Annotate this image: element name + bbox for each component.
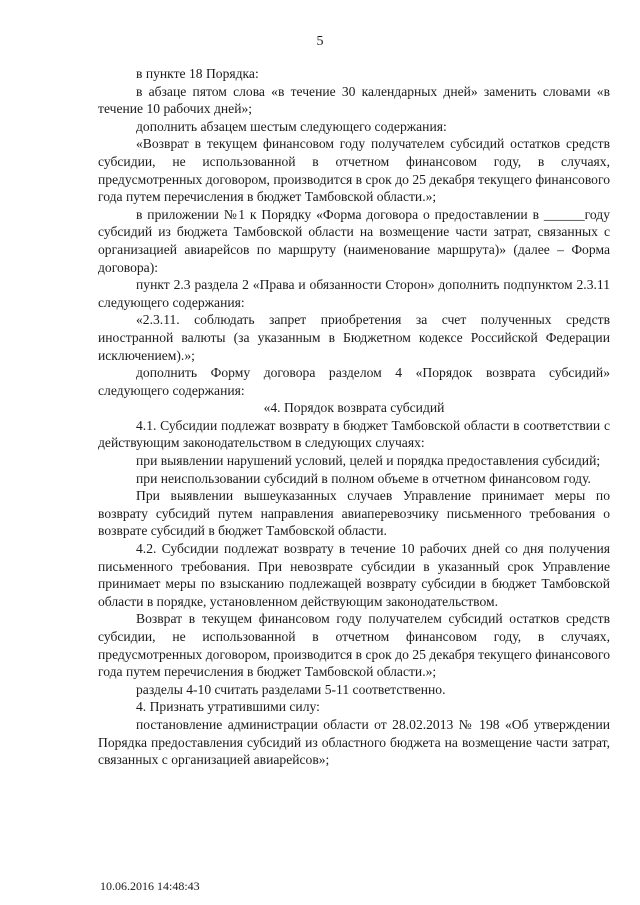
paragraph: 4. Признать утратившими силу:	[136, 699, 320, 715]
document-body	[98, 65, 610, 769]
paragraph: при неиспользовании субсидий в полном объеме в отчетном финансовом году.	[136, 470, 591, 486]
paragraph: постановление администрации области от 28.02.2013 № 198 «Об утверждении Порядка предоставления субсидий из областного бюджета на возмещение части затрат, связанных с организацией авиарейсов»;	[98, 716, 610, 768]
paragraph: «2.3.11. соблюдать запрет приобретения за счет полученных средств иностранной валюты (за указанным в Бюджетном кодексе Российской Федерации исключением).»;	[98, 312, 610, 363]
paragraph: При выявлении вышеуказанных случаев Управление принимает меры по возврату субсидий путем направления авиаперевозчику письменного требования о возврате субсидий в бюджет Тамбовской области.	[98, 488, 610, 539]
paragraph: «Возврат в текущем финансовом году получателем субсидий остатков средств субсидии, не использованной в отчетном финансовом году, в случаях, предусмотренных договором, производится в срок до 25 декабря текущего финансового года путем перечисления в бюджет Тамбовской области.»;	[98, 136, 610, 205]
section-heading: «4. Порядок возврата субсидий	[263, 400, 445, 416]
footer-timestamp: 10.06.2016 14:48:43	[100, 879, 200, 893]
page-number: 5	[316, 34, 324, 49]
paragraph: 4.1. Субсидии подлежат возврату в бюджет Тамбовской области в соответствии с действующим законодательством в следующих случаях:	[98, 417, 610, 451]
paragraph: 4.2. Субсидии подлежат возврату в течение 10 рабочих дней со дня получения письменного требования. При невозврате субсидии в указанный срок Управление принимает меры по взысканию подлежащей возврату субсидии в бюджет Тамбовской области в порядке, установленном действующим законодательством.	[98, 541, 610, 609]
paragraph: в пункте 18 Порядка:	[136, 66, 259, 81]
paragraph: Возврат в текущем финансовом году получателем субсидий остатков средств субсидии, не использованной в отчетном финансовом году, в случаях, предусмотренных договором, производится в срок до 25 декабря текущего финансового года путем перечисления в бюджет Тамбовской области.»;	[98, 611, 610, 680]
paragraph: в абзаце пятом слова «в течение 30 календарных дней» заменить словами «в течение 10 рабочих дней»;	[98, 83, 610, 117]
paragraph: дополнить абзацем шестым следующего содержания:	[136, 118, 447, 134]
paragraph: пункт 2.3 раздела 2 «Права и обязанности Сторон» дополнить подпунктом 2.3.11 следующего содержания:	[98, 277, 610, 310]
paragraph: дополнить Форму договора разделом 4 «Порядок возврата субсидий» следующего содержания:	[98, 365, 610, 398]
paragraph: в приложении №1 к Порядку «Форма договора о предоставлении в ______году субсидий из бюджета Тамбовской области на возмещение части затрат, связанных с организацией авиарейсов по маршруту (наименование маршрута)» (далее – Форма договора):	[98, 206, 610, 275]
paragraph: при выявлении нарушений условий, целей и порядка предоставления субсидий;	[136, 453, 601, 469]
paragraph: разделы 4-10 считать разделами 5-11 соответственно.	[136, 681, 446, 697]
